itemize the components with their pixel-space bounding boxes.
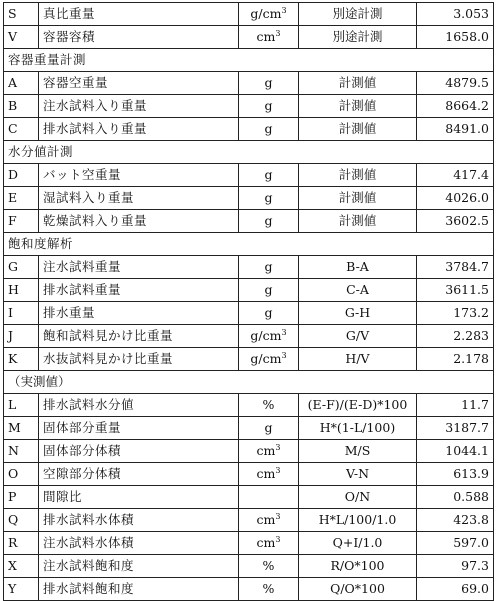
row-formula: G/V	[299, 325, 417, 348]
table-row	[4, 440, 494, 463]
row-code: B	[4, 95, 39, 118]
row-value: 3.053	[417, 3, 494, 26]
table-row	[4, 72, 494, 95]
row-value: 1044.1	[417, 440, 494, 463]
table-body	[4, 3, 494, 601]
table-row	[4, 210, 494, 233]
row-formula: 計測値	[299, 95, 417, 118]
row-unit	[239, 394, 299, 417]
row-formula: 別途計測	[299, 3, 417, 26]
unit-base: cm	[256, 443, 276, 458]
row-value: 3784.7	[417, 256, 494, 279]
unit-base: g	[264, 190, 273, 205]
row-code: C	[4, 118, 39, 141]
row-name: 排水試料入り重量	[39, 118, 239, 141]
row-formula: H/V	[299, 348, 417, 371]
row-code: F	[4, 210, 39, 233]
row-value: 2.178	[417, 348, 494, 371]
row-name: 固体部分重量	[39, 417, 239, 440]
subsection-label: （実測値）	[4, 371, 494, 394]
row-name: 乾燥試料入り重量	[39, 210, 239, 233]
row-name: 排水試料水分値	[39, 394, 239, 417]
row-unit	[239, 210, 299, 233]
row-name: 飽和試料見かけ比重量	[39, 325, 239, 348]
row-value: 8491.0	[417, 118, 494, 141]
row-code: E	[4, 187, 39, 210]
table-row	[4, 302, 494, 325]
row-value: 173.2	[417, 302, 494, 325]
row-name: 固体部分体積	[39, 440, 239, 463]
row-code: N	[4, 440, 39, 463]
unit-base: g	[264, 213, 273, 228]
table-row	[4, 578, 494, 601]
row-code: X	[4, 555, 39, 578]
row-unit	[239, 555, 299, 578]
row-name: 排水試料水体積	[39, 509, 239, 532]
row-unit	[239, 440, 299, 463]
row-value: 3611.5	[417, 279, 494, 302]
unit-base: g	[264, 420, 273, 435]
row-unit	[239, 164, 299, 187]
unit-base: g	[264, 75, 273, 90]
table-row	[4, 555, 494, 578]
unit-exponent: 3	[275, 465, 281, 475]
unit-exponent: 3	[275, 511, 281, 521]
row-unit	[239, 417, 299, 440]
row-code: H	[4, 279, 39, 302]
unit-base: cm	[256, 535, 276, 550]
row-name: 排水重量	[39, 302, 239, 325]
unit-base: cm	[256, 29, 276, 44]
row-unit	[239, 3, 299, 26]
row-value: 97.3	[417, 555, 494, 578]
row-unit	[239, 256, 299, 279]
row-value: 2.283	[417, 325, 494, 348]
table-row	[4, 348, 494, 371]
row-code: Y	[4, 578, 39, 601]
table-row	[4, 95, 494, 118]
table-row	[4, 325, 494, 348]
row-code: O	[4, 463, 39, 486]
table-row	[4, 532, 494, 555]
unit-exponent: 3	[281, 5, 287, 15]
row-value: 0.588	[417, 486, 494, 509]
table-row	[4, 164, 494, 187]
table-row	[4, 187, 494, 210]
table-row	[4, 3, 494, 26]
row-formula: 計測値	[299, 118, 417, 141]
unit-base: g/cm	[250, 351, 282, 366]
row-unit	[239, 95, 299, 118]
unit-base: %	[262, 558, 275, 573]
row-formula: O/N	[299, 486, 417, 509]
row-formula: 計測値	[299, 72, 417, 95]
section-label: 容器重量計測	[4, 49, 494, 72]
unit-base: g	[264, 98, 273, 113]
row-code: A	[4, 72, 39, 95]
row-formula: H*L/100/1.0	[299, 509, 417, 532]
table-row	[4, 509, 494, 532]
row-code: J	[4, 325, 39, 348]
row-unit	[239, 578, 299, 601]
row-unit	[239, 348, 299, 371]
row-code: P	[4, 486, 39, 509]
row-value: 3602.5	[417, 210, 494, 233]
row-value: 597.0	[417, 532, 494, 555]
section-header-row	[4, 141, 494, 164]
row-value: 1658.0	[417, 26, 494, 49]
row-unit	[239, 279, 299, 302]
row-unit	[239, 532, 299, 555]
table-row	[4, 394, 494, 417]
row-code: L	[4, 394, 39, 417]
table-row	[4, 486, 494, 509]
row-name: 空隙部分体積	[39, 463, 239, 486]
unit-base: g	[264, 282, 273, 297]
row-code: D	[4, 164, 39, 187]
unit-base: g	[264, 121, 273, 136]
row-unit	[239, 325, 299, 348]
section-header-row	[4, 49, 494, 72]
row-code: V	[4, 26, 39, 49]
row-name: 排水試料重量	[39, 279, 239, 302]
row-name: 注水試料飽和度	[39, 555, 239, 578]
row-unit	[239, 509, 299, 532]
row-formula: V-N	[299, 463, 417, 486]
row-value: 11.7	[417, 394, 494, 417]
section-header-row	[4, 233, 494, 256]
row-formula: 計測値	[299, 187, 417, 210]
row-name: 容器容積	[39, 26, 239, 49]
table-row	[4, 279, 494, 302]
row-unit	[239, 72, 299, 95]
row-value: 69.0	[417, 578, 494, 601]
saturation-analysis-table	[3, 2, 494, 601]
row-value: 4026.0	[417, 187, 494, 210]
unit-exponent: 3	[281, 350, 287, 360]
table-row	[4, 256, 494, 279]
unit-base: g/cm	[250, 6, 282, 21]
row-name: 真比重量	[39, 3, 239, 26]
row-name: 注水試料入り重量	[39, 95, 239, 118]
row-name: バット空重量	[39, 164, 239, 187]
unit-base: g	[264, 259, 273, 274]
row-formula: 計測値	[299, 164, 417, 187]
unit-exponent: 3	[281, 327, 287, 337]
row-name: 水抜試料見かけ比重量	[39, 348, 239, 371]
unit-base: %	[262, 397, 275, 412]
row-code: I	[4, 302, 39, 325]
unit-base: cm	[256, 466, 276, 481]
section-label: 水分値計測	[4, 141, 494, 164]
row-value: 8664.2	[417, 95, 494, 118]
unit-exponent: 3	[275, 534, 281, 544]
unit-base: %	[262, 581, 275, 596]
row-formula: C-A	[299, 279, 417, 302]
row-formula: (E-F)/(E-D)*100	[299, 394, 417, 417]
row-formula: R/O*100	[299, 555, 417, 578]
row-unit	[239, 187, 299, 210]
unit-exponent: 3	[275, 442, 281, 452]
row-code: Q	[4, 509, 39, 532]
row-value: 613.9	[417, 463, 494, 486]
row-unit	[239, 486, 299, 509]
row-formula: M/S	[299, 440, 417, 463]
row-formula: 別途計測	[299, 26, 417, 49]
table-row	[4, 118, 494, 141]
row-code: K	[4, 348, 39, 371]
row-code: S	[4, 3, 39, 26]
table-row	[4, 463, 494, 486]
row-value: 3187.7	[417, 417, 494, 440]
unit-exponent: 3	[275, 28, 281, 38]
row-name: 注水試料重量	[39, 256, 239, 279]
row-value: 4879.5	[417, 72, 494, 95]
unit-base: g	[264, 167, 273, 182]
row-unit	[239, 302, 299, 325]
row-code: R	[4, 532, 39, 555]
row-formula: B-A	[299, 256, 417, 279]
unit-base: g	[264, 305, 273, 320]
row-name: 湿試料入り重量	[39, 187, 239, 210]
section-label: 飽和度解析	[4, 233, 494, 256]
row-code: G	[4, 256, 39, 279]
row-value: 423.8	[417, 509, 494, 532]
table-row	[4, 26, 494, 49]
row-formula: Q+I/1.0	[299, 532, 417, 555]
row-formula: G-H	[299, 302, 417, 325]
row-formula: Q/O*100	[299, 578, 417, 601]
row-unit	[239, 118, 299, 141]
row-name: 間隙比	[39, 486, 239, 509]
row-formula: 計測値	[299, 210, 417, 233]
row-unit	[239, 26, 299, 49]
row-name: 注水試料水体積	[39, 532, 239, 555]
row-name: 排水試料飽和度	[39, 578, 239, 601]
row-code: M	[4, 417, 39, 440]
row-unit	[239, 463, 299, 486]
unit-base: g/cm	[250, 328, 282, 343]
table-row	[4, 417, 494, 440]
row-value: 417.4	[417, 164, 494, 187]
unit-base: cm	[256, 512, 276, 527]
row-name: 容器空重量	[39, 72, 239, 95]
saturation-table-sheet	[3, 2, 494, 601]
row-formula: H*(1-L/100)	[299, 417, 417, 440]
subsection-row	[4, 371, 494, 394]
